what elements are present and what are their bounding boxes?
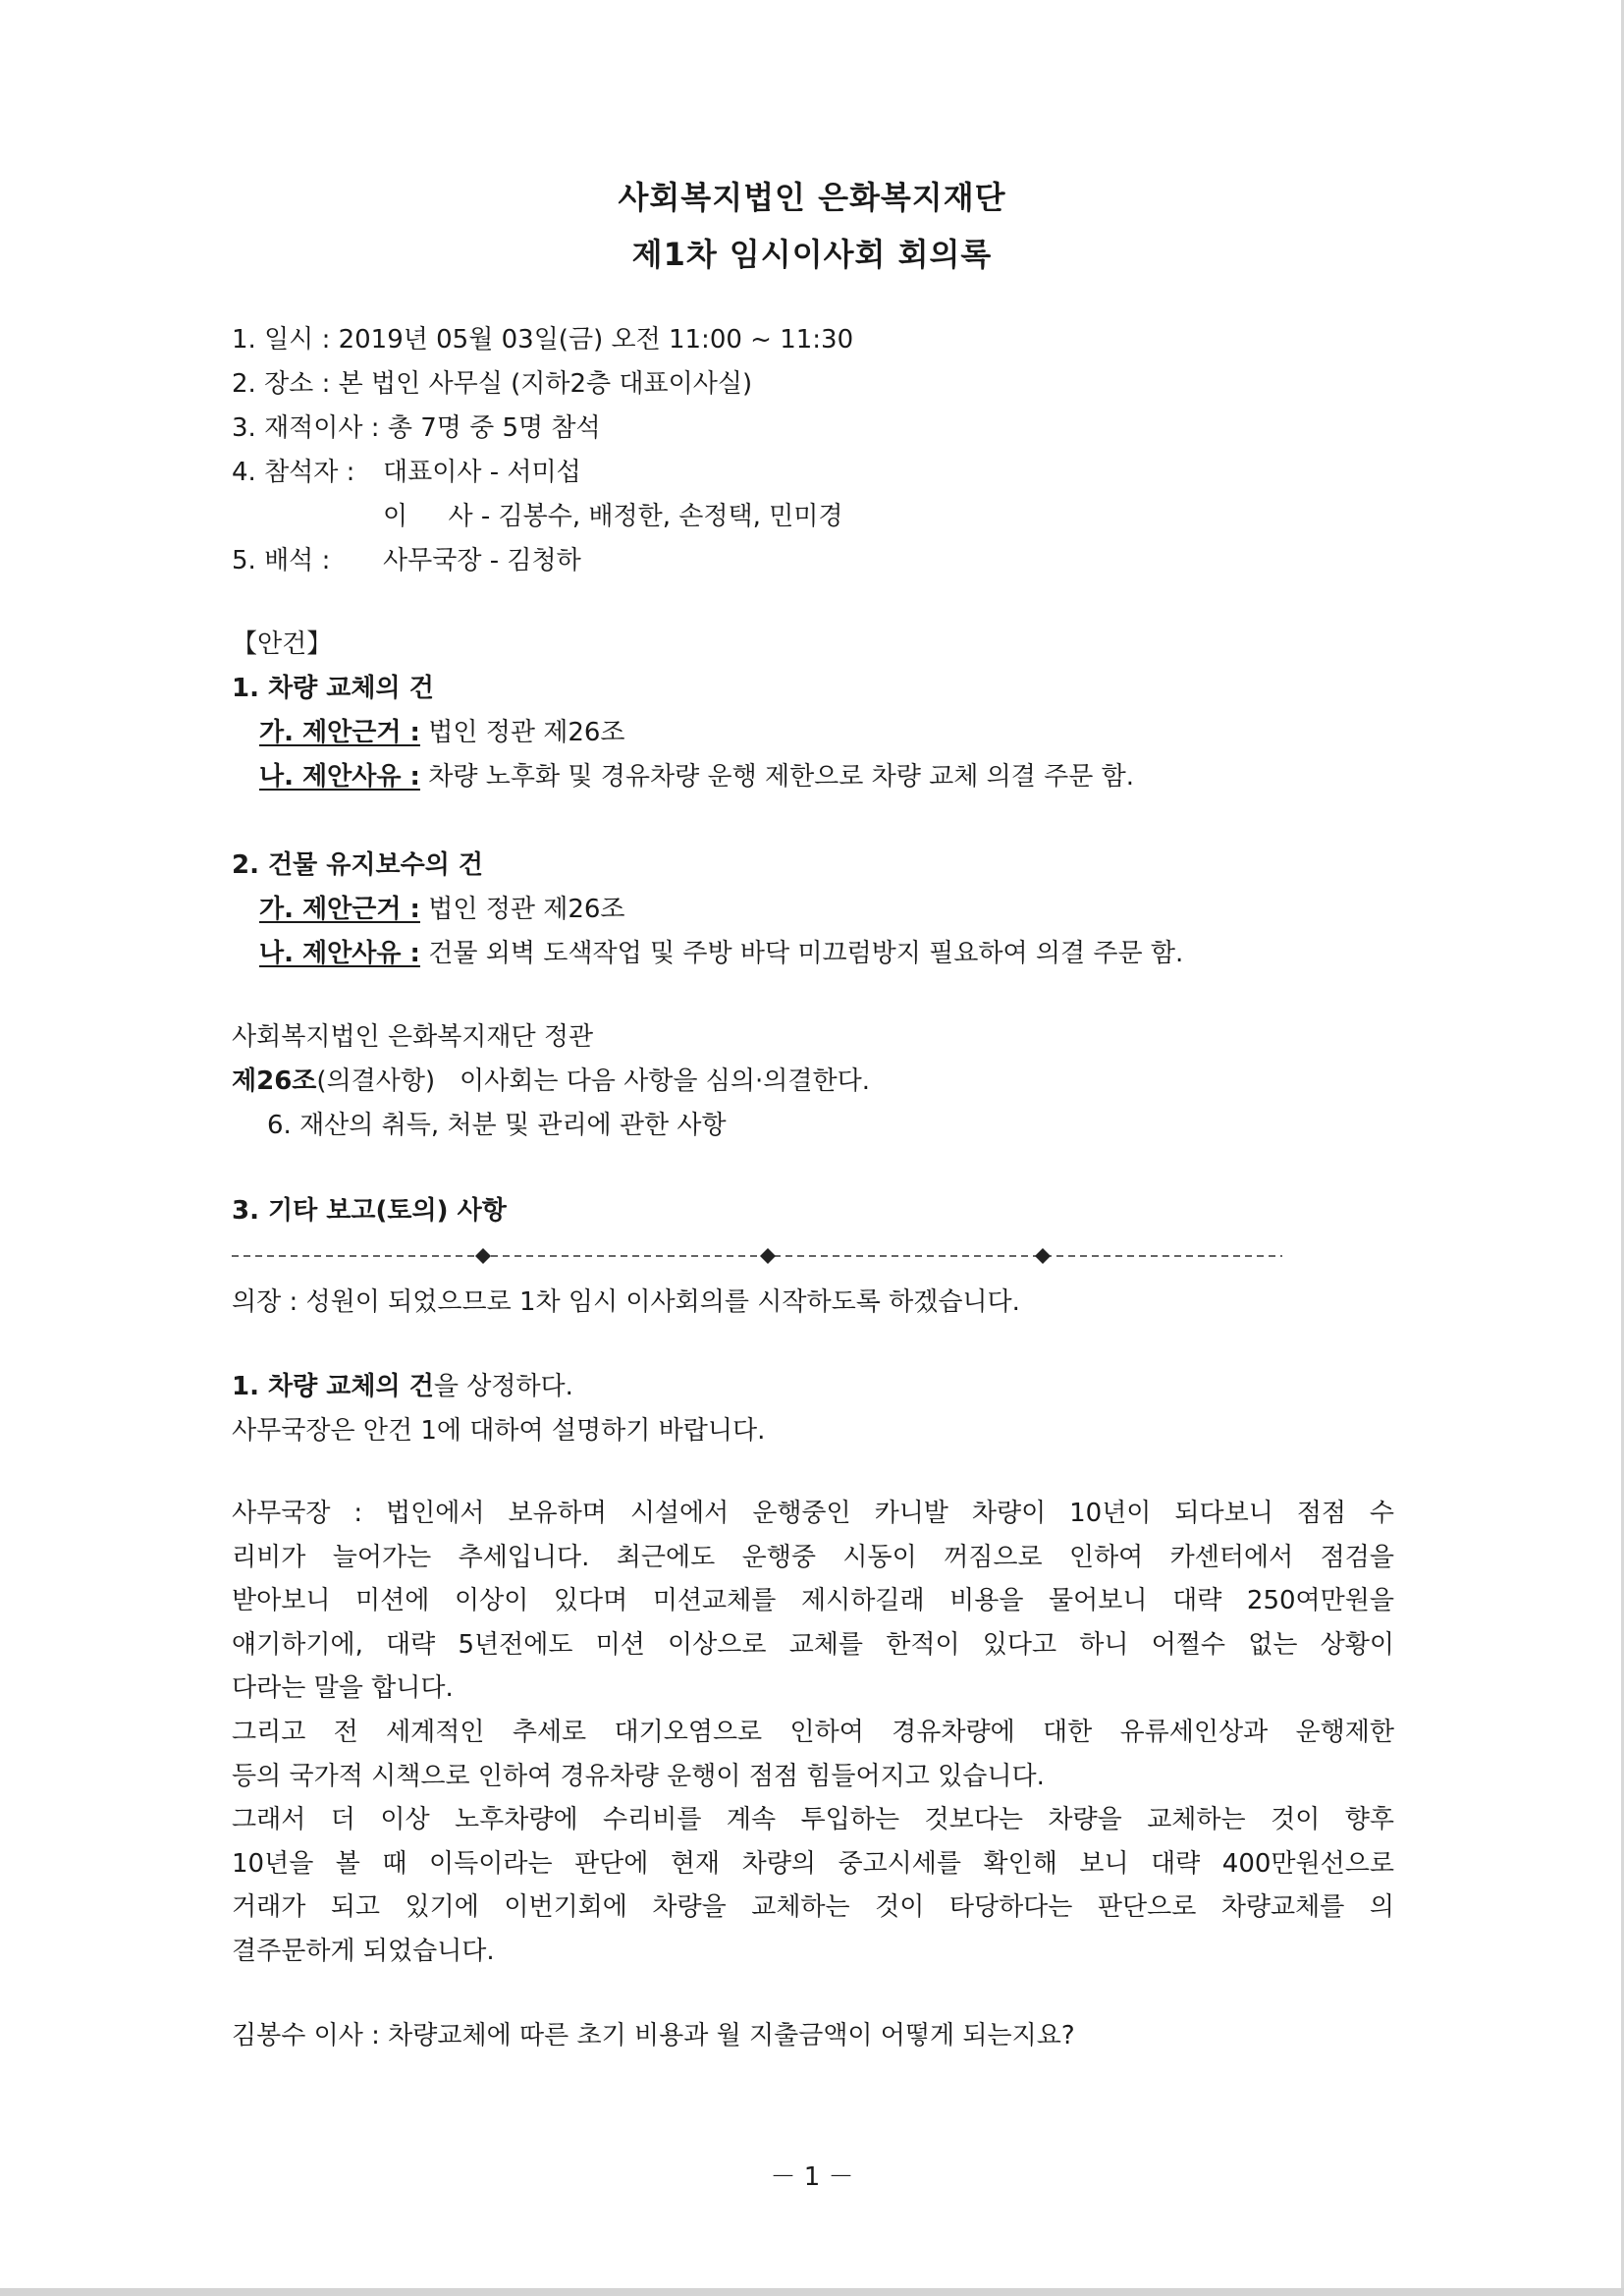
- agenda-item2-basis: [259, 893, 625, 926]
- statement-line: 다라는 말을 합니다.: [232, 1673, 454, 1704]
- document-title-line1: 사회복지법인 은화복지재단: [618, 179, 1006, 216]
- minutes-secretary-statement: [232, 1492, 1394, 1974]
- minutes-director-question: 김봉수 이사 : 차량교체에 따른 초기 비용과 월 지출금액이 어떻게 되는지요?: [232, 2021, 1075, 2050]
- diamond-separator-line: [232, 1246, 1282, 1266]
- bylaw-article-text: (의결사항) 이사회는 다음 사항을 심의·의결한다.: [316, 1066, 871, 1096]
- minutes-request: 사무국장은 안건 1에 대하여 설명하기 바랍니다.: [232, 1416, 766, 1446]
- agenda-item2-basis-label: 가. 제안근거 :: [259, 895, 420, 924]
- agenda-item2-reason: [259, 937, 1183, 970]
- minutes-item-text: 을 상정하다.: [433, 1372, 573, 1401]
- statement-line: 그리고 전 세계적인 추세로 대기오염으로 인하여 경유차량에 대한 유류세인상과 운행제한: [232, 1717, 1394, 1747]
- minutes-chair-open: 의장 : 성원이 되었으므로 1차 임시 이사회의를 시작하도록 하겠습니다.: [232, 1287, 1020, 1317]
- agenda-item2-reason-label: 나. 제안사유 :: [259, 939, 420, 968]
- bylaw-clause: 6. 재산의 취득, 처분 및 관리에 관한 사항: [267, 1111, 727, 1140]
- agenda-item2-basis-value: 법인 정관 제26조: [419, 895, 625, 924]
- statement-line: 얘기하기에, 대략 5년전에도 미션 이상으로 교체를 한적이 있다고 하니 어쩔수 없는 상황이: [232, 1629, 1394, 1660]
- agenda-item1-basis-value: 법인 정관 제26조: [419, 718, 625, 747]
- meta-seat-label: 5. 배석 :: [232, 546, 331, 575]
- statement-line: 그래서 더 이상 노후차량에 수리비를 계속 투입하는 것보다는 차량을 교체하는 것이 향후: [232, 1805, 1394, 1835]
- agenda-item1-title: 1. 차량 교체의 건: [232, 674, 434, 703]
- statement-line: 10년을 볼 때 이득이라는 판단에 현재 차량의 중고시세를 확인해 보니 대략 400만원선으로: [232, 1848, 1394, 1879]
- statement-line: 결주문하게 되었습니다.: [232, 1936, 495, 1966]
- bylaw-title: 사회복지법인 은화복지재단 정관: [232, 1022, 594, 1052]
- page-number: － 1 －: [770, 2162, 854, 2192]
- meta-date: 1. 일시 : 2019년 05월 03일(금) 오전 11:00 ~ 11:30: [232, 325, 854, 355]
- minutes-item-opening: [232, 1370, 573, 1403]
- agenda-item2-title: 2. 건물 유지보수의 건: [232, 850, 484, 880]
- meta-seat-value: 사무국장 - 김청하: [383, 546, 581, 575]
- agenda-item2-reason-value: 건물 외벽 도색작업 및 주방 바닥 미끄럼방지 필요하여 의결 주문 함.: [419, 939, 1184, 968]
- agenda-item1-reason: [259, 760, 1134, 793]
- statement-line: 받아보니 미션에 이상이 있다며 미션교체를 제시하길래 비용을 물어보니 대략 250여만원을: [232, 1586, 1394, 1616]
- statement-line: 거래가 되고 있기에 이번기회에 차량을 교체하는 것이 타당하다는 판단으로 차량교체를 의: [232, 1892, 1394, 1923]
- scan-edge-bottom: [0, 2288, 1624, 2296]
- meta-attendees-directors: 이 사 - 김봉수, 배정한, 손정택, 민미경: [383, 502, 843, 531]
- statement-line: 사무국장 : 법인에서 보유하며 시설에서 운행중인 카니발 차량이 10년이 되다보니 점점 수: [232, 1499, 1394, 1528]
- agenda-item1-reason-value: 차량 노후화 및 경유차량 운행 제한으로 차량 교체 의결 주문 함.: [419, 762, 1135, 792]
- meta-attendees-chair: 대표이사 - 서미섭: [383, 458, 581, 487]
- agenda-item1-reason-label: 나. 제안사유 :: [259, 762, 420, 792]
- other-heading: 3. 기타 보고(토의) 사항: [232, 1196, 507, 1226]
- minutes-item-title: 1. 차량 교체의 건: [232, 1372, 434, 1401]
- meta-place: 2. 장소 : 본 법인 사무실 (지하2층 대표이사실): [232, 369, 753, 399]
- meta-attendees-label: 4. 참석자 :: [232, 458, 355, 487]
- meta-directors: 3. 재적이사 : 총 7명 중 5명 참석: [232, 413, 601, 443]
- statement-line: 등의 국가적 시책으로 인하여 경유차량 운행이 점점 힘들어지고 있습니다.: [232, 1761, 1045, 1791]
- agenda-heading: 【안건】: [232, 629, 333, 659]
- document-title-line2: 제1차 임시이사회 회의록: [631, 236, 993, 273]
- statement-line: 리비가 늘어가는 추세입니다. 최근에도 운행중 시동이 꺼짐으로 인하여 카센터에서 점검을: [232, 1542, 1394, 1572]
- bylaw-article-number: 제26조: [232, 1066, 317, 1096]
- agenda-item1-basis-label: 가. 제안근거 :: [259, 718, 420, 747]
- agenda-item1-basis: [259, 716, 625, 749]
- bylaw-article: [232, 1065, 870, 1098]
